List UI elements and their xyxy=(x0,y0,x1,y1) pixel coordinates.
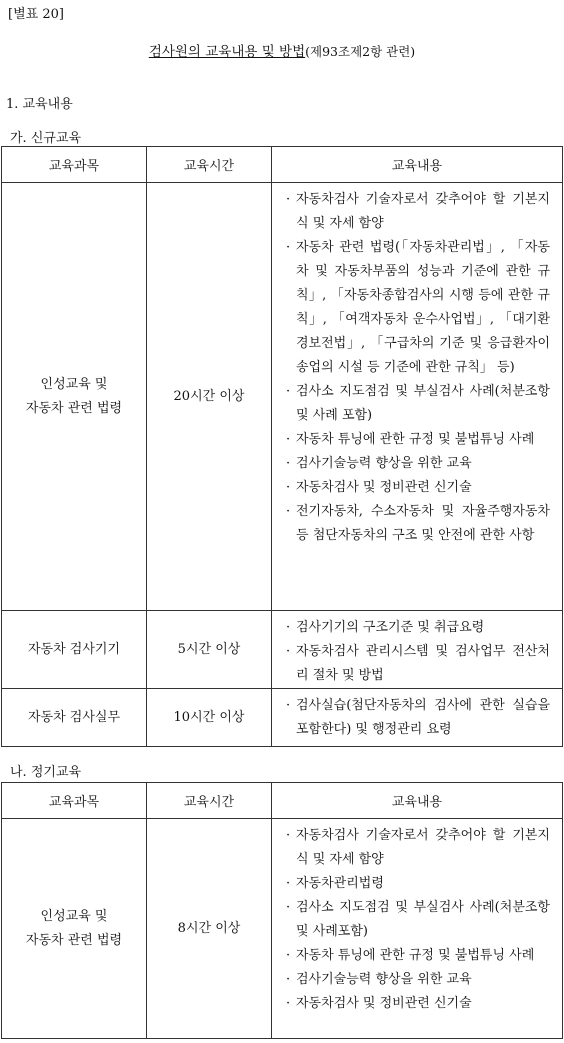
list-item: · 자동차관리법령 xyxy=(286,872,550,896)
header-hours: 교육시간 xyxy=(147,783,272,819)
hours-cell: 20시간 이상 xyxy=(147,183,272,611)
header-subject: 교육과목 xyxy=(2,783,147,819)
subject-line: 인성교육 및 xyxy=(40,908,108,924)
hours-cell: 5시간 이상 xyxy=(147,611,272,689)
title-reference: (제93조제2항 관련) xyxy=(305,44,416,59)
subsection-heading-regular-training: 나. 정기교육 xyxy=(10,765,82,780)
hours-cell: 10시간 이상 xyxy=(147,689,272,747)
list-item: · 검사기술능력 향상을 위한 교육 xyxy=(286,968,550,992)
table-header-row xyxy=(2,783,563,819)
subject-line: 자동차 검사기기 xyxy=(27,641,121,657)
content-list xyxy=(272,611,562,688)
header-hours: 교육시간 xyxy=(147,147,272,183)
content-cell xyxy=(272,611,563,689)
header-content: 교육내용 xyxy=(272,147,563,183)
table-row xyxy=(2,689,563,747)
list-item: · 자동차검사 관리시스템 및 검사업무 전산처리 절차 및 방법 xyxy=(286,640,550,688)
subject-cell xyxy=(2,689,147,747)
content-cell xyxy=(272,819,563,1039)
list-item: · 검사소 지도점검 및 부실검사 사례(처분조항 및 사례 포함) xyxy=(286,380,550,428)
subject-line: 자동차 관련 법령 xyxy=(25,400,123,416)
regular-training-table xyxy=(1,782,563,1039)
header-content: 교육내용 xyxy=(272,783,563,819)
list-item: · 검사기술능력 향상을 위한 교육 xyxy=(286,452,550,476)
section-heading-education-content: 1. 교육내용 xyxy=(6,97,73,112)
table-row xyxy=(2,183,563,611)
subject-cell xyxy=(2,819,147,1039)
list-item: · 검사소 지도점검 및 부실검사 사례(처분조항 및 사례포함) xyxy=(286,896,550,944)
annex-tag: [별표 20] xyxy=(8,7,64,22)
subject-line: 인성교육 및 xyxy=(40,376,108,392)
content-cell xyxy=(272,689,563,747)
subsection-heading-new-training: 가. 신규교육 xyxy=(10,131,82,146)
subject-cell xyxy=(2,611,147,689)
subject-line: 자동차 관련 법령 xyxy=(25,932,123,948)
list-item: · 검사실습(첨단자동차의 검사에 관한 실습을 포함한다) 및 행정관리 요령 xyxy=(286,694,550,742)
content-list xyxy=(272,819,562,1016)
content-cell xyxy=(272,183,563,611)
list-item: · 자동차검사 및 정비관련 신기술 xyxy=(286,992,550,1016)
list-item: · 자동차 관련 법령(「자동차관리법」, 「자동차 및 자동차부품의 성능과 기준에 관한 규칙」, 「자동차종합검사의 시행 등에 관한 규칙」, 「여객자동차 운수사업법」, 「대기환경보전법」, 「구급차의 기준 및 응급환자이송업의 시설 등 기준에 관한 규칙」 등) xyxy=(286,236,550,380)
list-item: · 자동차검사 기술자로서 갖추어야 할 기본지식 및 자세 함양 xyxy=(286,824,550,872)
list-item: · 자동차 튜닝에 관한 규정 및 불법튜닝 사례 xyxy=(286,428,550,452)
document-title xyxy=(0,40,564,60)
content-list xyxy=(272,689,562,742)
header-subject: 교육과목 xyxy=(2,147,147,183)
list-item: · 검사기기의 구조기준 및 취급요령 xyxy=(286,616,550,640)
subject-line: 자동차 검사실무 xyxy=(27,709,121,725)
table-row xyxy=(2,611,563,689)
content-list xyxy=(272,183,562,548)
new-training-table xyxy=(1,146,563,747)
title-main: 검사원의 교육내용 및 방법 xyxy=(148,44,306,60)
subject-cell xyxy=(2,183,147,611)
list-item: · 자동차검사 기술자로서 갖추어야 할 기본지식 및 자세 함양 xyxy=(286,188,550,236)
list-item: · 자동차검사 및 정비관련 신기술 xyxy=(286,476,550,500)
hours-cell: 8시간 이상 xyxy=(147,819,272,1039)
list-item: · 자동차 튜닝에 관한 규정 및 불법튜닝 사례 xyxy=(286,944,550,968)
table-row xyxy=(2,819,563,1039)
list-item: · 전기자동차, 수소자동차 및 자율주행자동차 등 첨단자동차의 구조 및 안전에 관한 사항 xyxy=(286,500,550,548)
table-header-row xyxy=(2,147,563,183)
